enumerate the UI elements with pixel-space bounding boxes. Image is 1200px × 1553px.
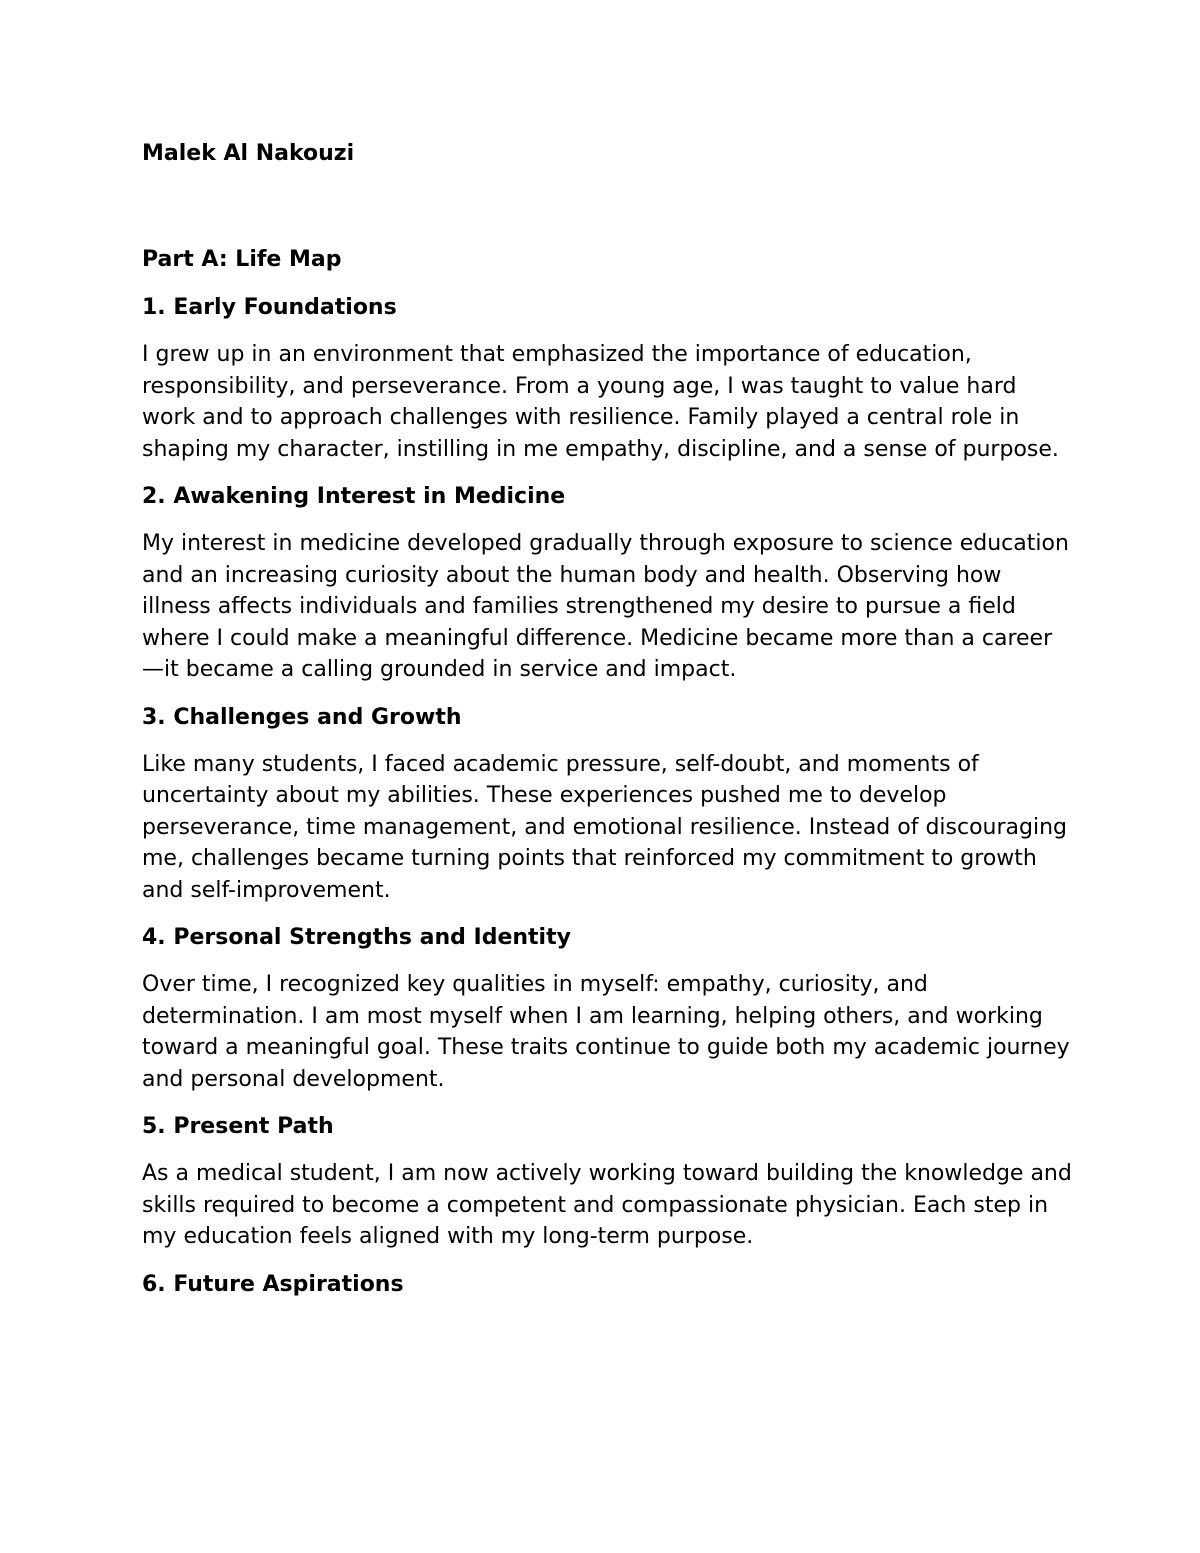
section-body-present-path: As a medical student, I am now actively working toward building the knowledge and skills required to become a competent and compassionate physician. Each step in my education feels aligned with my long-term purpose. — [142, 1161, 1072, 1249]
part-title: Part A: Life Map — [142, 247, 342, 272]
section-heading-awakening-interest: 2. Awakening Interest in Medicine — [142, 484, 566, 509]
section-heading-present-path: 5. Present Path — [142, 1114, 334, 1139]
section-heading-strengths-identity: 4. Personal Strengths and Identity — [142, 925, 571, 950]
section-heading-future-aspirations: 6. Future Aspirations — [142, 1271, 404, 1297]
section-body-awakening-interest: My interest in medicine developed gradually through exposure to science education and an increasing curiosity about the human body and health. Observing how illness affects individuals and families strengthened my desire to pursue a field where I could make a meaningful difference. Medicine became more than a career—it became a calling grounded in service and impact. — [142, 531, 1069, 682]
document-content — [142, 138, 1072, 1316]
section-body-early-foundations: I grew up in an environment that emphasized the importance of education, responsibility, and perseverance. From a young age, I was taught to value hard work and to approach challenges with resilience. Family played a central role in shaping my character, instilling in me empathy, discipline, and a sense of purpose. — [142, 342, 1059, 462]
author-name: Malek Al Nakouzi — [142, 141, 355, 166]
section-heading-early-foundations: 1. Early Foundations — [142, 295, 397, 320]
section-body-strengths-identity: Over time, I recognized key qualities in myself: empathy, curiosity, and determination. I am most myself when I am learning, helping others, and working toward a meaningful goal. These traits continue to guide both my academic journey and personal development. — [142, 972, 1070, 1092]
section-body-challenges-growth: Like many students, I faced academic pressure, self-doubt, and moments of uncertainty about my abilities. These experiences pushed me to develop perseverance, time management, and emotional resilience. Instead of discouraging me, challenges became turning points that reinforced my commitment to growth and self-improvement. — [142, 751, 1068, 903]
section-heading-challenges-growth: 3. Challenges and Growth — [142, 704, 462, 730]
